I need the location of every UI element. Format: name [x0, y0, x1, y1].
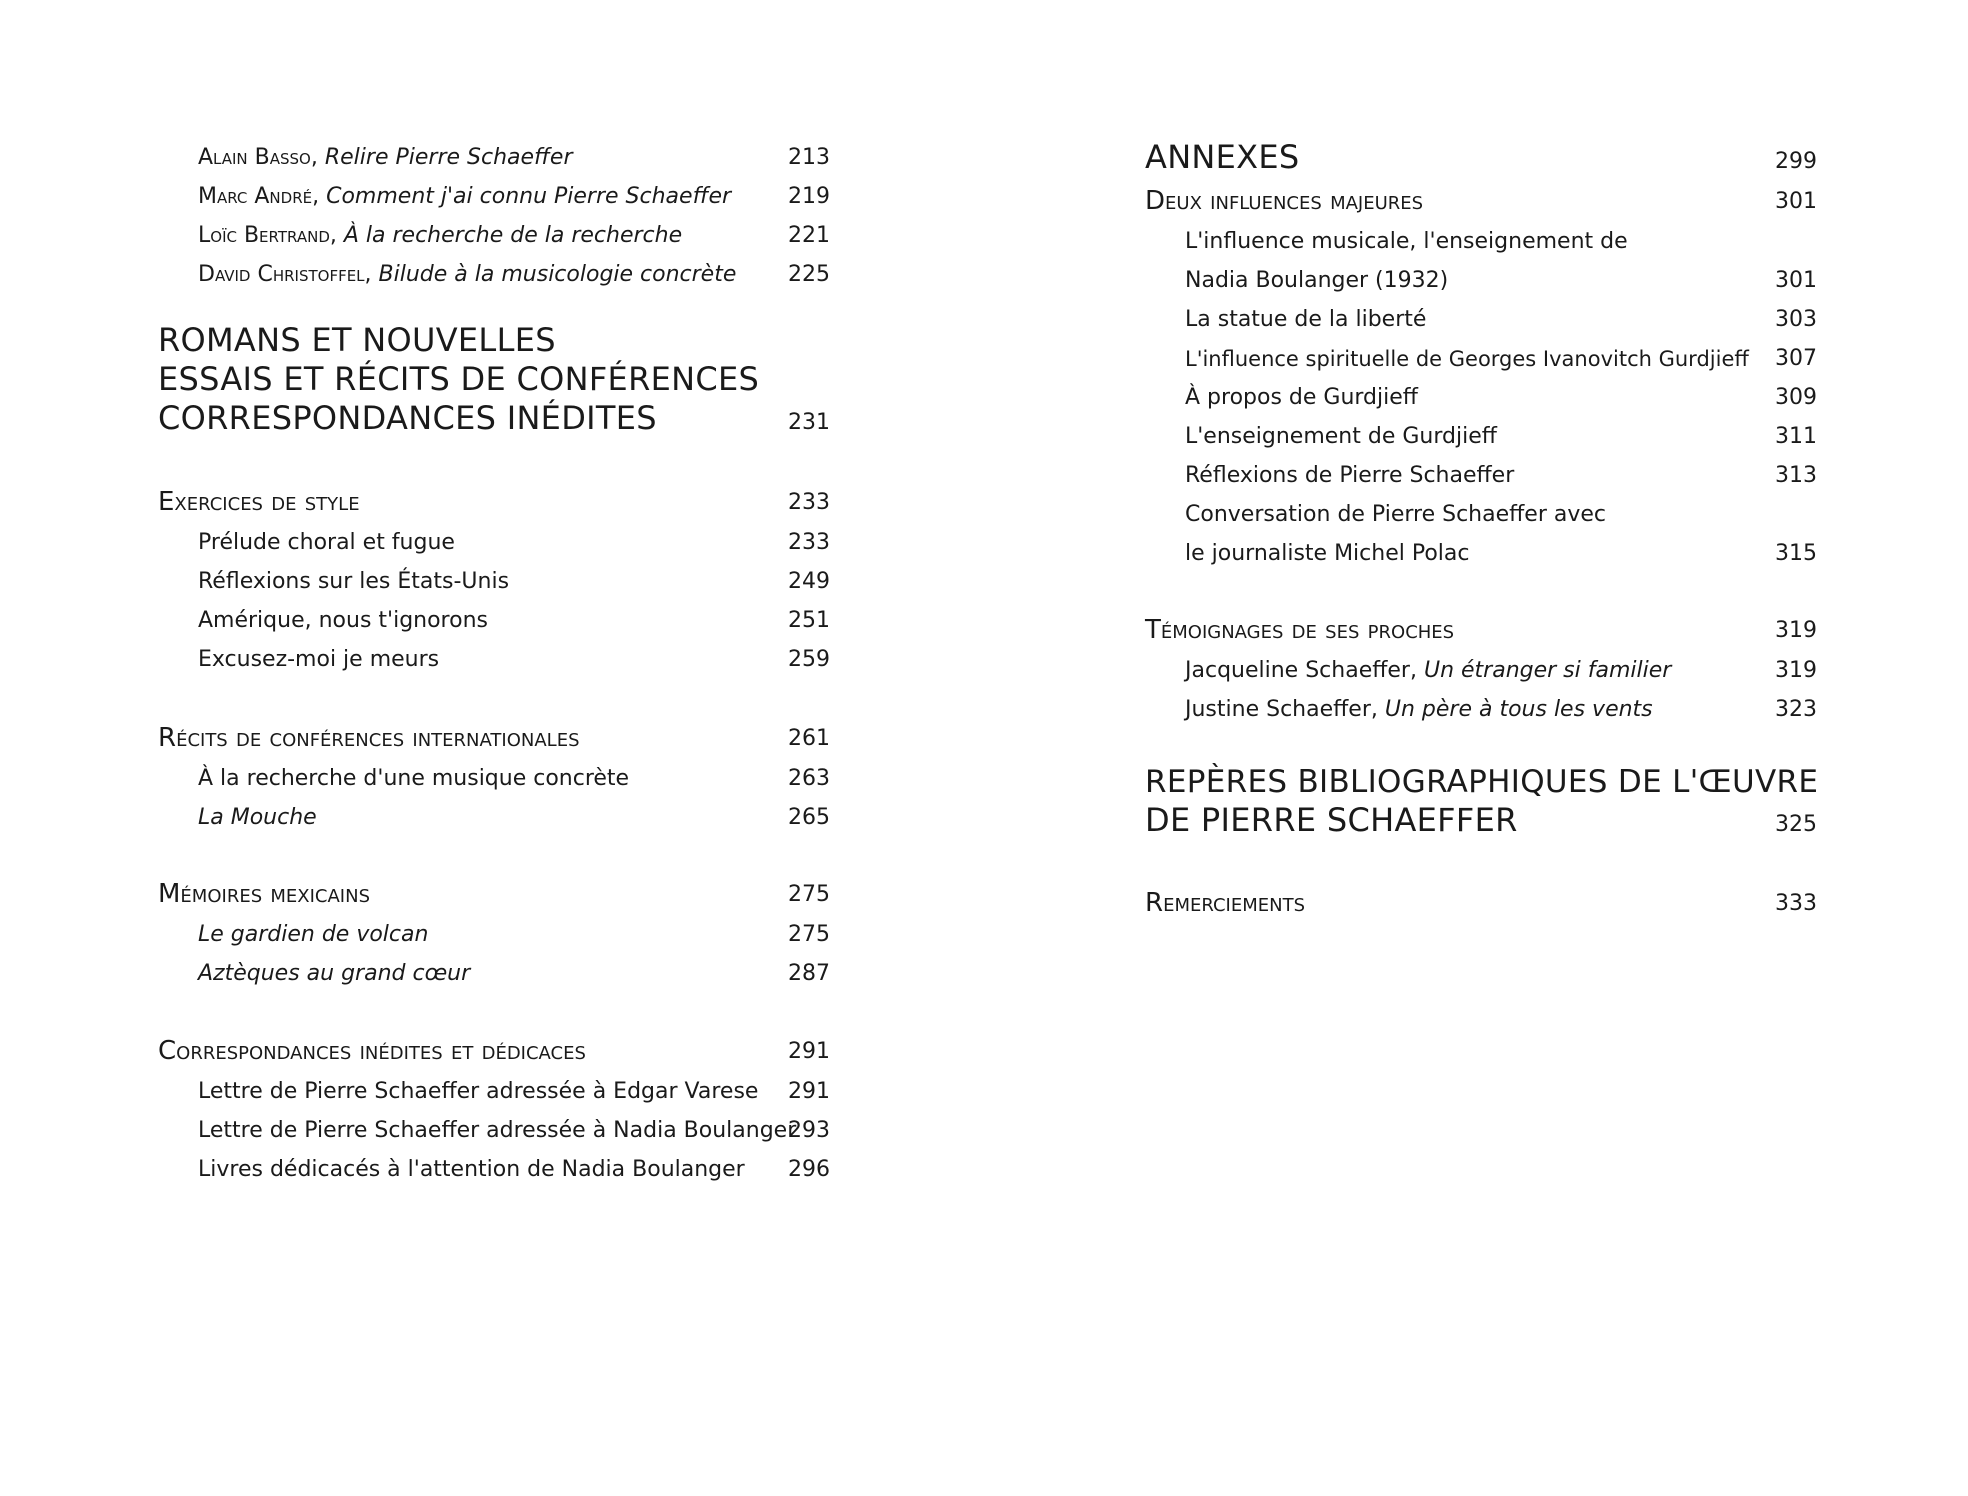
entry-title: Lettre de Pierre Schaeffer adressée à Edgar Varese	[198, 1079, 759, 1104]
entry-page: 251	[788, 608, 830, 633]
toc-entry	[158, 1111, 830, 1151]
section-heading	[1145, 611, 1817, 651]
toc-entry	[158, 562, 830, 602]
entry-page: 259	[788, 647, 830, 672]
toc-entry: Justine Schaeffer, Un père à tous les vents 323	[1185, 697, 1817, 722]
entry-title: Un étranger si familier	[1423, 658, 1672, 683]
section-title: Correspondances inédites et dédicaces	[158, 1036, 586, 1066]
entry-author: Marc André	[198, 184, 313, 209]
entry-title: Aztèques au grand cœur	[198, 961, 471, 986]
entry-page: 323	[1775, 697, 1817, 722]
entry-title: L'influence spirituelle de Georges Ivanovitch Gurdjieff	[1185, 347, 1749, 371]
entry-title: La statue de la liberté	[1185, 307, 1427, 332]
toc-entry	[1145, 495, 1817, 535]
entry-title: À la recherche d'une musique concrète	[198, 766, 630, 791]
part-heading-line	[158, 399, 830, 443]
entry-page: 293	[788, 1118, 830, 1143]
toc-entry: Loïc Bertrand, À la recherche de la recherche 221	[198, 223, 830, 248]
toc-entry	[1145, 378, 1817, 418]
entry-page: 233	[788, 530, 830, 555]
entry-page: 225	[788, 262, 830, 287]
toc-entry	[158, 601, 830, 641]
entry-title: L'influence musicale, l'enseignement de	[1185, 229, 1628, 254]
toc-entry	[158, 1150, 830, 1190]
entry-title: À propos de Gurdjieff	[1185, 385, 1418, 410]
entry-title: Réflexions de Pierre Schaeffer	[1185, 463, 1515, 488]
entry-page: 265	[788, 805, 830, 830]
entry-title: À la recherche de la recherche	[343, 223, 683, 248]
part-page: 231	[788, 410, 830, 435]
section-heading	[1145, 884, 1817, 924]
entry-page: 263	[788, 766, 830, 791]
entry-title: Nadia Boulanger (1932)	[1185, 268, 1449, 293]
entry-title: le journaliste Michel Polac	[1185, 541, 1470, 566]
part-heading-text: CORRESPONDANCES INÉDITES	[158, 399, 657, 437]
toc-entry	[1145, 534, 1817, 574]
part-heading-text: ESSAIS ET RÉCITS DE CONFÉRENCES	[158, 360, 760, 398]
entry-title: Un père à tous les vents	[1384, 697, 1653, 722]
section-page: 319	[1775, 618, 1817, 643]
toc-entry	[1145, 417, 1817, 457]
entry-page: 221	[788, 223, 830, 248]
part-heading-line	[158, 360, 830, 404]
section-title: Exercices de style	[158, 487, 360, 517]
section-title: Deux influences majeures	[1145, 186, 1424, 216]
entry-author: Justine Schaeffer	[1185, 697, 1371, 722]
entry-page: 319	[1775, 658, 1817, 683]
entry-title: Le gardien de volcan	[198, 922, 429, 947]
section-heading	[1145, 182, 1817, 222]
toc-entry	[1145, 300, 1817, 340]
toc-entry	[1145, 222, 1817, 262]
part-heading-line	[1145, 801, 1817, 845]
toc-entry	[158, 523, 830, 563]
part-page: 325	[1775, 812, 1817, 837]
toc-entry: David Christoffel, Bilude à la musicologie concrète 225	[198, 262, 830, 287]
section-heading	[158, 875, 830, 915]
entry-page: 315	[1775, 541, 1817, 566]
entry-page: 313	[1775, 463, 1817, 488]
toc-entry	[1145, 261, 1817, 301]
entry-page: 287	[788, 961, 830, 986]
entry-author: Alain Basso	[198, 145, 311, 170]
part-heading-text: ROMANS ET NOUVELLES	[158, 321, 556, 359]
toc-entry	[158, 954, 830, 994]
entry-page: 309	[1775, 385, 1817, 410]
toc-entry: Jacqueline Schaeffer, Un étranger si familier 319	[1185, 658, 1817, 683]
entry-title: Comment j'ai connu Pierre Schaeffer	[326, 184, 732, 209]
entry-page: 303	[1775, 307, 1817, 332]
section-heading	[158, 719, 830, 759]
entry-page: 307	[1775, 346, 1817, 371]
entry-page: 219	[788, 184, 830, 209]
section-heading	[158, 483, 830, 523]
section-page: 291	[788, 1039, 830, 1064]
entry-title: La Mouche	[198, 805, 317, 830]
toc-entry	[158, 640, 830, 680]
entry-author: Jacqueline Schaeffer	[1185, 658, 1410, 683]
toc-entry	[1145, 339, 1817, 379]
entry-page: 301	[1775, 268, 1817, 293]
section-title: Récits de conférences internationales	[158, 723, 580, 753]
toc-entry	[1145, 456, 1817, 496]
entry-page: 249	[788, 569, 830, 594]
toc-entry	[158, 915, 830, 955]
section-title: Témoignages de ses proches	[1145, 615, 1455, 645]
part-heading-line	[1145, 138, 1817, 182]
toc-entry	[158, 759, 830, 799]
entry-title: Amérique, nous t'ignorons	[198, 608, 488, 633]
entry-title: Réflexions sur les États-Unis	[198, 569, 510, 594]
part-heading-text: REPÈRES BIBLIOGRAPHIQUES DE L'ŒUVRE	[1145, 764, 1819, 800]
toc-entry: Marc André, Comment j'ai connu Pierre Schaeffer 219	[198, 184, 830, 209]
part-heading-text: DE PIERRE SCHAEFFER	[1145, 801, 1518, 839]
part-heading-line	[158, 321, 830, 365]
part-heading-text: ANNEXES	[1145, 138, 1300, 176]
entry-page: 291	[788, 1079, 830, 1104]
part-heading-line	[1145, 766, 1817, 806]
entry-title: Conversation de Pierre Schaeffer avec	[1185, 502, 1606, 527]
entry-page: 213	[788, 145, 830, 170]
entry-title: Bilude à la musicologie concrète	[378, 262, 737, 287]
entry-author: Loïc Bertrand	[198, 223, 330, 248]
toc-entry	[158, 1072, 830, 1112]
section-page: 275	[788, 882, 830, 907]
section-page: 261	[788, 726, 830, 751]
entry-title: L'enseignement de Gurdjieff	[1185, 424, 1497, 449]
entry-title: Excusez-moi je meurs	[198, 647, 440, 672]
entry-title: Lettre de Pierre Schaeffer adressée à Nadia Boulanger	[198, 1118, 797, 1143]
section-title: Remerciements	[1145, 888, 1305, 918]
section-page: 301	[1775, 189, 1817, 214]
section-page: 233	[788, 490, 830, 515]
toc-entry: Alain Basso, Relire Pierre Schaeffer 213	[198, 145, 830, 170]
part-page: 299	[1775, 149, 1817, 174]
section-heading	[158, 1032, 830, 1072]
entry-title: Livres dédicacés à l'attention de Nadia Boulanger	[198, 1157, 745, 1182]
entry-page: 311	[1775, 424, 1817, 449]
section-title: Mémoires mexicains	[158, 879, 371, 909]
entry-author: David Christoffel	[198, 262, 365, 287]
entry-title: Relire Pierre Schaeffer	[324, 145, 573, 170]
entry-page: 275	[788, 922, 830, 947]
entry-page: 296	[788, 1157, 830, 1182]
entry-title: Prélude choral et fugue	[198, 530, 455, 555]
toc-entry	[158, 798, 830, 838]
section-page: 333	[1775, 891, 1817, 916]
